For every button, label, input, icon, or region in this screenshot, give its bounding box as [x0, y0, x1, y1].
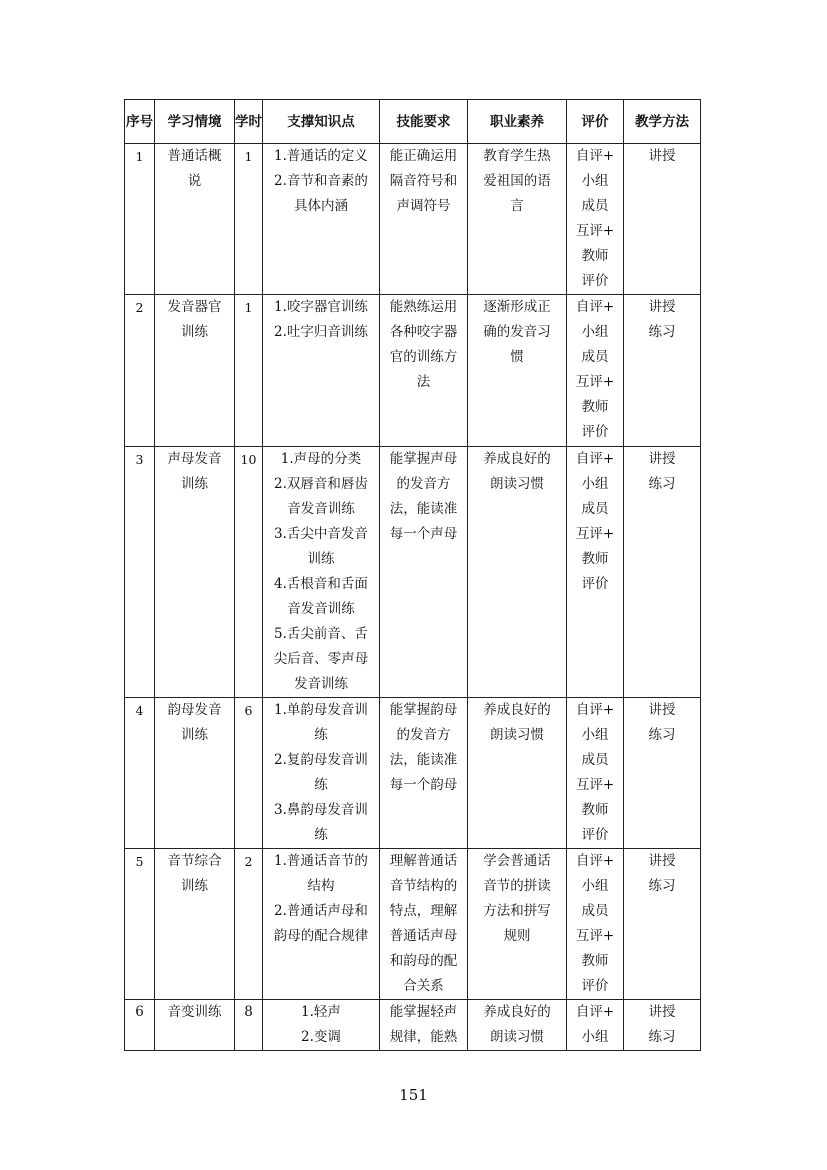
cell-line: 小组: [581, 476, 609, 492]
cell-line: 教育学生热: [483, 148, 551, 164]
row-hours: 10: [235, 447, 263, 698]
row-skills: [380, 144, 468, 295]
row-no: 1: [125, 144, 155, 295]
cell-line: 练习: [648, 1029, 676, 1045]
row-hours: 1: [235, 295, 263, 447]
row-evaluation: [567, 698, 624, 849]
row-method: [624, 698, 701, 849]
table-row: [125, 1000, 701, 1051]
cell-line: 评价: [581, 273, 609, 289]
row-situation: [155, 447, 235, 698]
cell-line: 训练: [181, 324, 208, 340]
cell-line: 具体内涵: [294, 198, 348, 214]
cell-line: 的发音方: [396, 476, 451, 492]
cell-line: 训练: [181, 727, 208, 743]
col-header-knowledge: 支撑知识点: [263, 100, 380, 144]
row-quality: [468, 144, 567, 295]
cell-line: 音节的拼读: [483, 878, 551, 894]
cell-line: 练: [314, 727, 328, 743]
cell-line: 3.鼻韵母发音训: [274, 802, 368, 818]
cell-line: 惯: [510, 349, 524, 365]
cell-line: 成员: [581, 752, 609, 768]
row-method: [624, 1000, 701, 1051]
cell-line: 能掌握声母: [389, 451, 458, 467]
row-skills: [380, 447, 468, 698]
row-knowledge: [263, 698, 380, 849]
row-skills: [380, 849, 468, 1000]
cell-line: 音节综合: [167, 853, 222, 869]
header-row: [125, 100, 701, 144]
table-row: [125, 698, 701, 849]
cell-line: 1.咬字器官训练: [274, 299, 368, 315]
cell-line: 训练: [181, 878, 208, 894]
cell-line: 1.普通话音节的: [274, 853, 368, 869]
cell-line: 2.普通话声母和: [274, 903, 368, 919]
cell-line: 爱祖国的语: [483, 173, 551, 189]
cell-line: 评价: [581, 576, 609, 592]
col-header-hours: 学时: [235, 100, 263, 144]
cell-line: 声母发音: [167, 451, 222, 467]
cell-line: 言: [510, 198, 524, 214]
cell-line: 韵母的配合规律: [273, 928, 369, 944]
cell-line: 每一个声母: [389, 526, 458, 542]
row-knowledge: [263, 295, 380, 447]
cell-line: 教师: [581, 953, 609, 969]
cell-line: 训练: [181, 476, 208, 492]
row-knowledge: [263, 447, 380, 698]
cell-line: 音发音训练: [287, 501, 355, 517]
cell-line: 能掌握轻声: [389, 1004, 458, 1020]
cell-line: 规律，能熟: [389, 1029, 458, 1045]
cell-line: 1.普通话的定义: [274, 148, 368, 164]
table-body: [125, 144, 701, 1051]
cell-line: 朗读习惯: [490, 476, 544, 492]
cell-line: 每一个韵母: [389, 777, 458, 793]
table-row: [125, 295, 701, 447]
row-situation: [155, 849, 235, 1000]
row-knowledge: [263, 144, 380, 295]
row-hours: 8: [235, 1000, 263, 1051]
cell-line: 教师: [581, 399, 609, 415]
cell-line: 自评+: [575, 299, 615, 315]
cell-line: 练习: [648, 324, 676, 340]
cell-line: 评价: [581, 978, 609, 994]
cell-line: 互评+: [575, 223, 615, 239]
col-header-quality: 职业素养: [468, 100, 567, 144]
cell-line: 成员: [581, 501, 609, 517]
row-no: 6: [125, 1000, 155, 1051]
cell-line: 1.声母的分类: [280, 451, 362, 467]
cell-line: 练习: [648, 878, 676, 894]
row-evaluation: [567, 295, 624, 447]
row-quality: [468, 849, 567, 1000]
cell-line: 互评+: [575, 374, 615, 390]
cell-line: 学会普通话: [483, 853, 551, 869]
row-no: 5: [125, 849, 155, 1000]
cell-line: 各种咬字器: [389, 324, 458, 340]
row-method: [624, 849, 701, 1000]
cell-line: 逐渐形成正: [483, 299, 551, 315]
row-evaluation: [567, 1000, 624, 1051]
cell-line: 方法和拼写: [483, 903, 551, 919]
cell-line: 法，能读准: [389, 752, 458, 768]
cell-line: 自评+: [575, 702, 615, 718]
cell-line: 韵母发音: [167, 702, 222, 718]
row-knowledge: [263, 1000, 380, 1051]
row-evaluation: [567, 447, 624, 698]
table-row: [125, 447, 701, 698]
cell-line: 自评+: [575, 1004, 615, 1020]
row-situation: [155, 698, 235, 849]
col-header-situation: 学习情境: [155, 100, 235, 144]
page-number: 151: [399, 1086, 428, 1104]
cell-line: 3.舌尖中音发音: [274, 526, 368, 542]
table-row: [125, 144, 701, 295]
row-hours: 1: [235, 144, 263, 295]
cell-line: 练习: [648, 727, 676, 743]
row-skills: [380, 295, 468, 447]
row-no: 3: [125, 447, 155, 698]
cell-line: 小组: [581, 324, 609, 340]
cell-line: 自评+: [575, 148, 615, 164]
row-method: [624, 144, 701, 295]
row-no: 4: [125, 698, 155, 849]
cell-line: 讲授: [648, 148, 676, 164]
row-method: [624, 295, 701, 447]
cell-line: 普通话声母: [389, 928, 458, 944]
cell-line: 练: [314, 777, 328, 793]
cell-line: 音变训练: [167, 1004, 222, 1020]
row-situation: [155, 144, 235, 295]
cell-line: 朗读习惯: [490, 1029, 544, 1045]
cell-line: 评价: [581, 827, 609, 843]
cell-line: 5.舌尖前音、舌: [274, 626, 368, 642]
row-evaluation: [567, 144, 624, 295]
cell-line: 确的发音习: [483, 324, 551, 340]
cell-line: 音发音训练: [287, 601, 355, 617]
cell-line: 朗读习惯: [490, 727, 544, 743]
cell-line: 能正确运用: [389, 148, 458, 164]
cell-line: 的发音方: [396, 727, 451, 743]
cell-line: 1.轻声: [301, 1004, 341, 1020]
cell-line: 训练: [307, 551, 335, 567]
cell-line: 音节结构的: [389, 878, 458, 894]
cell-line: 合关系: [403, 978, 444, 994]
row-knowledge: [263, 849, 380, 1000]
cell-line: 2.音节和音素的: [274, 173, 368, 189]
cell-line: 讲授: [648, 451, 676, 467]
cell-line: 4.舌根音和舌面: [274, 576, 368, 592]
cell-line: 自评+: [575, 853, 615, 869]
cell-line: 养成良好的: [483, 702, 551, 718]
cell-line: 讲授: [648, 853, 676, 869]
row-method: [624, 447, 701, 698]
table-row: [125, 849, 701, 1000]
col-header-evaluation: 评价: [567, 100, 624, 144]
row-quality: [468, 698, 567, 849]
cell-line: 官的训练方: [389, 349, 458, 365]
cell-line: 小组: [581, 727, 609, 743]
cell-line: 法，能读准: [389, 501, 458, 517]
row-hours: 2: [235, 849, 263, 1000]
cell-line: 2.双唇音和唇齿: [274, 476, 368, 492]
cell-line: 尖后音、零声母: [273, 651, 369, 667]
cell-line: 2.吐字归音训练: [274, 324, 368, 340]
cell-line: 成员: [581, 349, 609, 365]
cell-line: 互评+: [575, 777, 615, 793]
cell-line: 教师: [581, 551, 609, 567]
row-evaluation: [567, 849, 624, 1000]
cell-line: 小组: [581, 173, 609, 189]
cell-line: 1.单韵母发音训: [274, 702, 368, 718]
curriculum-table: [124, 99, 701, 1051]
row-hours: 6: [235, 698, 263, 849]
cell-line: 2.变调: [301, 1029, 341, 1045]
cell-line: 规则: [503, 928, 531, 944]
col-header-no: 序号: [125, 100, 155, 144]
cell-line: 讲授: [648, 299, 676, 315]
cell-line: 教师: [581, 802, 609, 818]
cell-line: 练习: [648, 476, 676, 492]
row-no: 2: [125, 295, 155, 447]
row-situation: [155, 295, 235, 447]
cell-line: 小组: [581, 1029, 609, 1045]
col-header-method: 教学方法: [624, 100, 701, 144]
row-skills: [380, 1000, 468, 1051]
row-quality: [468, 295, 567, 447]
cell-line: 特点，理解: [389, 903, 458, 919]
cell-line: 法: [416, 374, 431, 390]
cell-line: 发音训练: [294, 676, 348, 692]
col-header-skills: 技能要求: [380, 100, 468, 144]
row-quality: [468, 447, 567, 698]
cell-line: 讲授: [648, 1004, 676, 1020]
cell-line: 互评+: [575, 928, 615, 944]
cell-line: 自评+: [575, 451, 615, 467]
row-quality: [468, 1000, 567, 1051]
cell-line: 2.复韵母发音训: [274, 752, 368, 768]
cell-line: 说: [187, 173, 202, 189]
cell-line: 成员: [581, 903, 609, 919]
row-situation: [155, 1000, 235, 1051]
row-skills: [380, 698, 468, 849]
cell-line: 能掌握韵母: [389, 702, 458, 718]
cell-line: 练: [314, 827, 328, 843]
cell-line: 评价: [581, 424, 609, 440]
cell-line: 成员: [581, 198, 609, 214]
cell-line: 结构: [307, 878, 335, 894]
cell-line: 普通话概: [167, 148, 222, 164]
cell-line: 养成良好的: [483, 451, 551, 467]
cell-line: 和韵母的配: [389, 953, 458, 969]
cell-line: 隔音符号和: [389, 173, 458, 189]
cell-line: 讲授: [648, 702, 676, 718]
cell-line: 教师: [581, 248, 609, 264]
cell-line: 理解普通话: [389, 853, 458, 869]
cell-line: 声调符号: [396, 198, 451, 214]
cell-line: 互评+: [575, 526, 615, 542]
cell-line: 养成良好的: [483, 1004, 551, 1020]
cell-line: 小组: [581, 878, 609, 894]
cell-line: 能熟练运用: [389, 299, 458, 315]
cell-line: 发音器官: [167, 299, 222, 315]
